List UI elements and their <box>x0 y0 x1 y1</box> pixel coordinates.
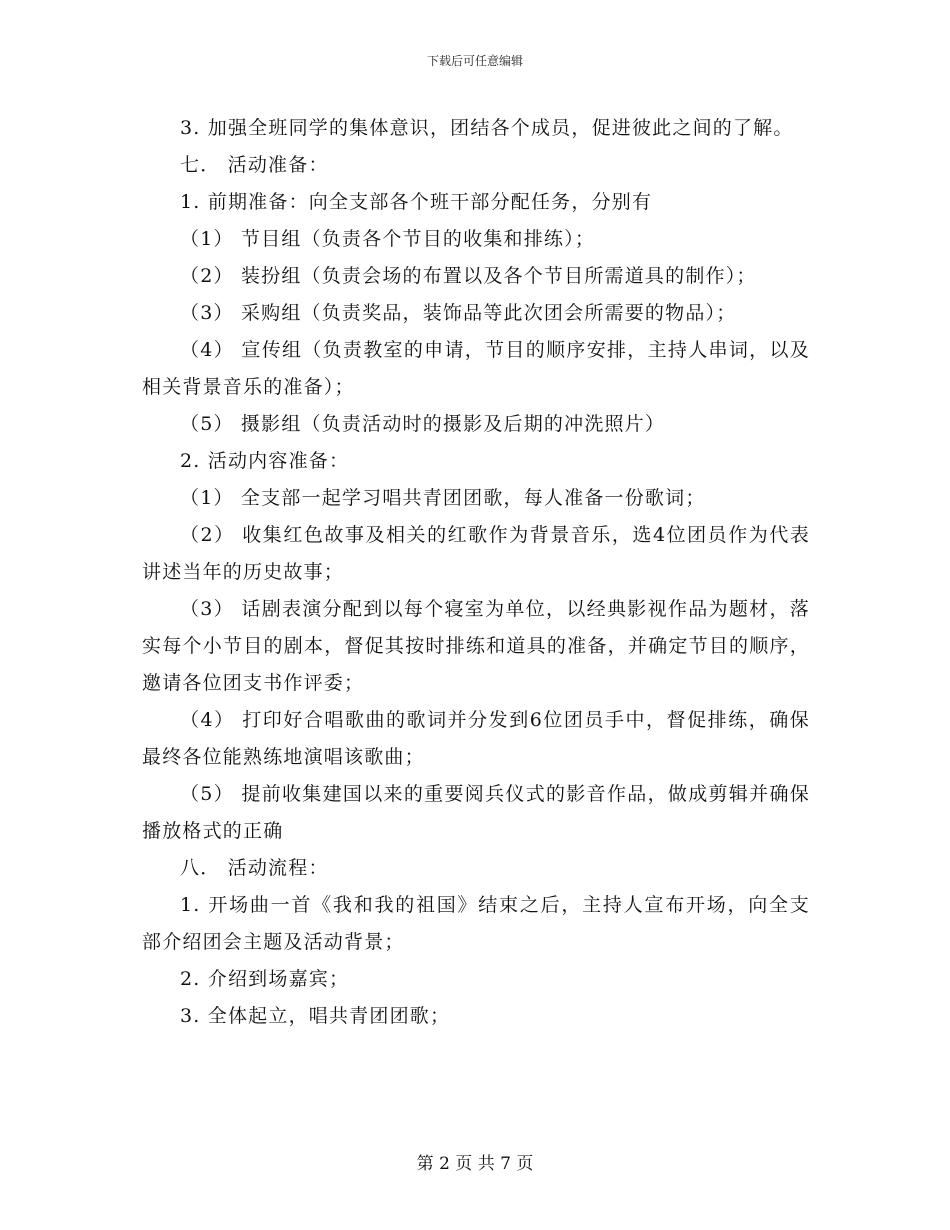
paragraph-early-preparation: 1. 前期准备：向全支部各个班干部分配任务，分别有 <box>180 191 653 213</box>
document-body <box>142 110 810 1035</box>
list-item-decoration-group: （2） 装扮组（负责会场的布置以及各个节目所需道具的制作）； <box>180 265 757 287</box>
list-item-publicity-group: （4） 宣传组（负责教室的申请，节目的顺序安排，主持人串词，以及相关背景音乐的准备）； <box>142 339 810 398</box>
paragraph-content-preparation: 2. 活动内容准备： <box>180 450 350 472</box>
paragraph-goal-3: 3. 加强全班同学的集体意识，团结各个成员，促进彼此之间的了解。 <box>180 117 794 139</box>
page-number: 第 2 页 共 7 页 <box>416 1154 534 1174</box>
list-item-parade-video: （5） 提前收集建国以来的重要阅兵仪式的影音作品，做成剪辑并确保播放格式的正确 <box>142 783 810 842</box>
list-item-opening: 1. 开场曲一首《我和我的祖国》结束之后，主持人宣布开场，向全支部介绍团会主题及活动背景； <box>142 894 810 953</box>
list-item-drama: （3） 话剧表演分配到以每个寝室为单位，以经典影视作品为题材，落实每个小节目的剧本，督促其按时排练和道具的准备，并确定节目的顺序，邀请各位团支书作评委； <box>142 598 810 694</box>
list-item-guests: 2. 介绍到场嘉宾； <box>180 968 350 990</box>
page-footer <box>0 1153 950 1175</box>
list-item-photography-group: （5） 摄影组（负责活动时的摄影及后期的冲洗照片） <box>180 413 666 435</box>
list-item-program-group: （1） 节目组（负责各个节目的收集和排练）； <box>180 228 596 250</box>
list-item-chorus-lyrics: （4） 打印好合唱歌曲的歌词并分发到6位团员手中，督促排练，确保最终各位能熟练地演唱该歌曲； <box>142 709 810 768</box>
list-item-learn-anthem: （1） 全支部一起学习唱共青团团歌，每人准备一份歌词； <box>180 487 706 509</box>
list-item-sing-anthem: 3. 全体起立，唱共青团团歌； <box>180 1005 451 1027</box>
section-heading-process: 八． 活动流程： <box>180 857 329 879</box>
list-item-red-stories: （2） 收集红色故事及相关的红歌作为背景音乐，选4位团员作为代表讲述当年的历史故事； <box>142 524 810 583</box>
list-item-purchasing-group: （3） 采购组（负责奖品，装饰品等此次团会所需要的物品）； <box>180 302 737 324</box>
section-heading-preparation: 七． 活动准备： <box>180 154 329 176</box>
page-header: 下载后可任意编辑 <box>426 54 523 68</box>
